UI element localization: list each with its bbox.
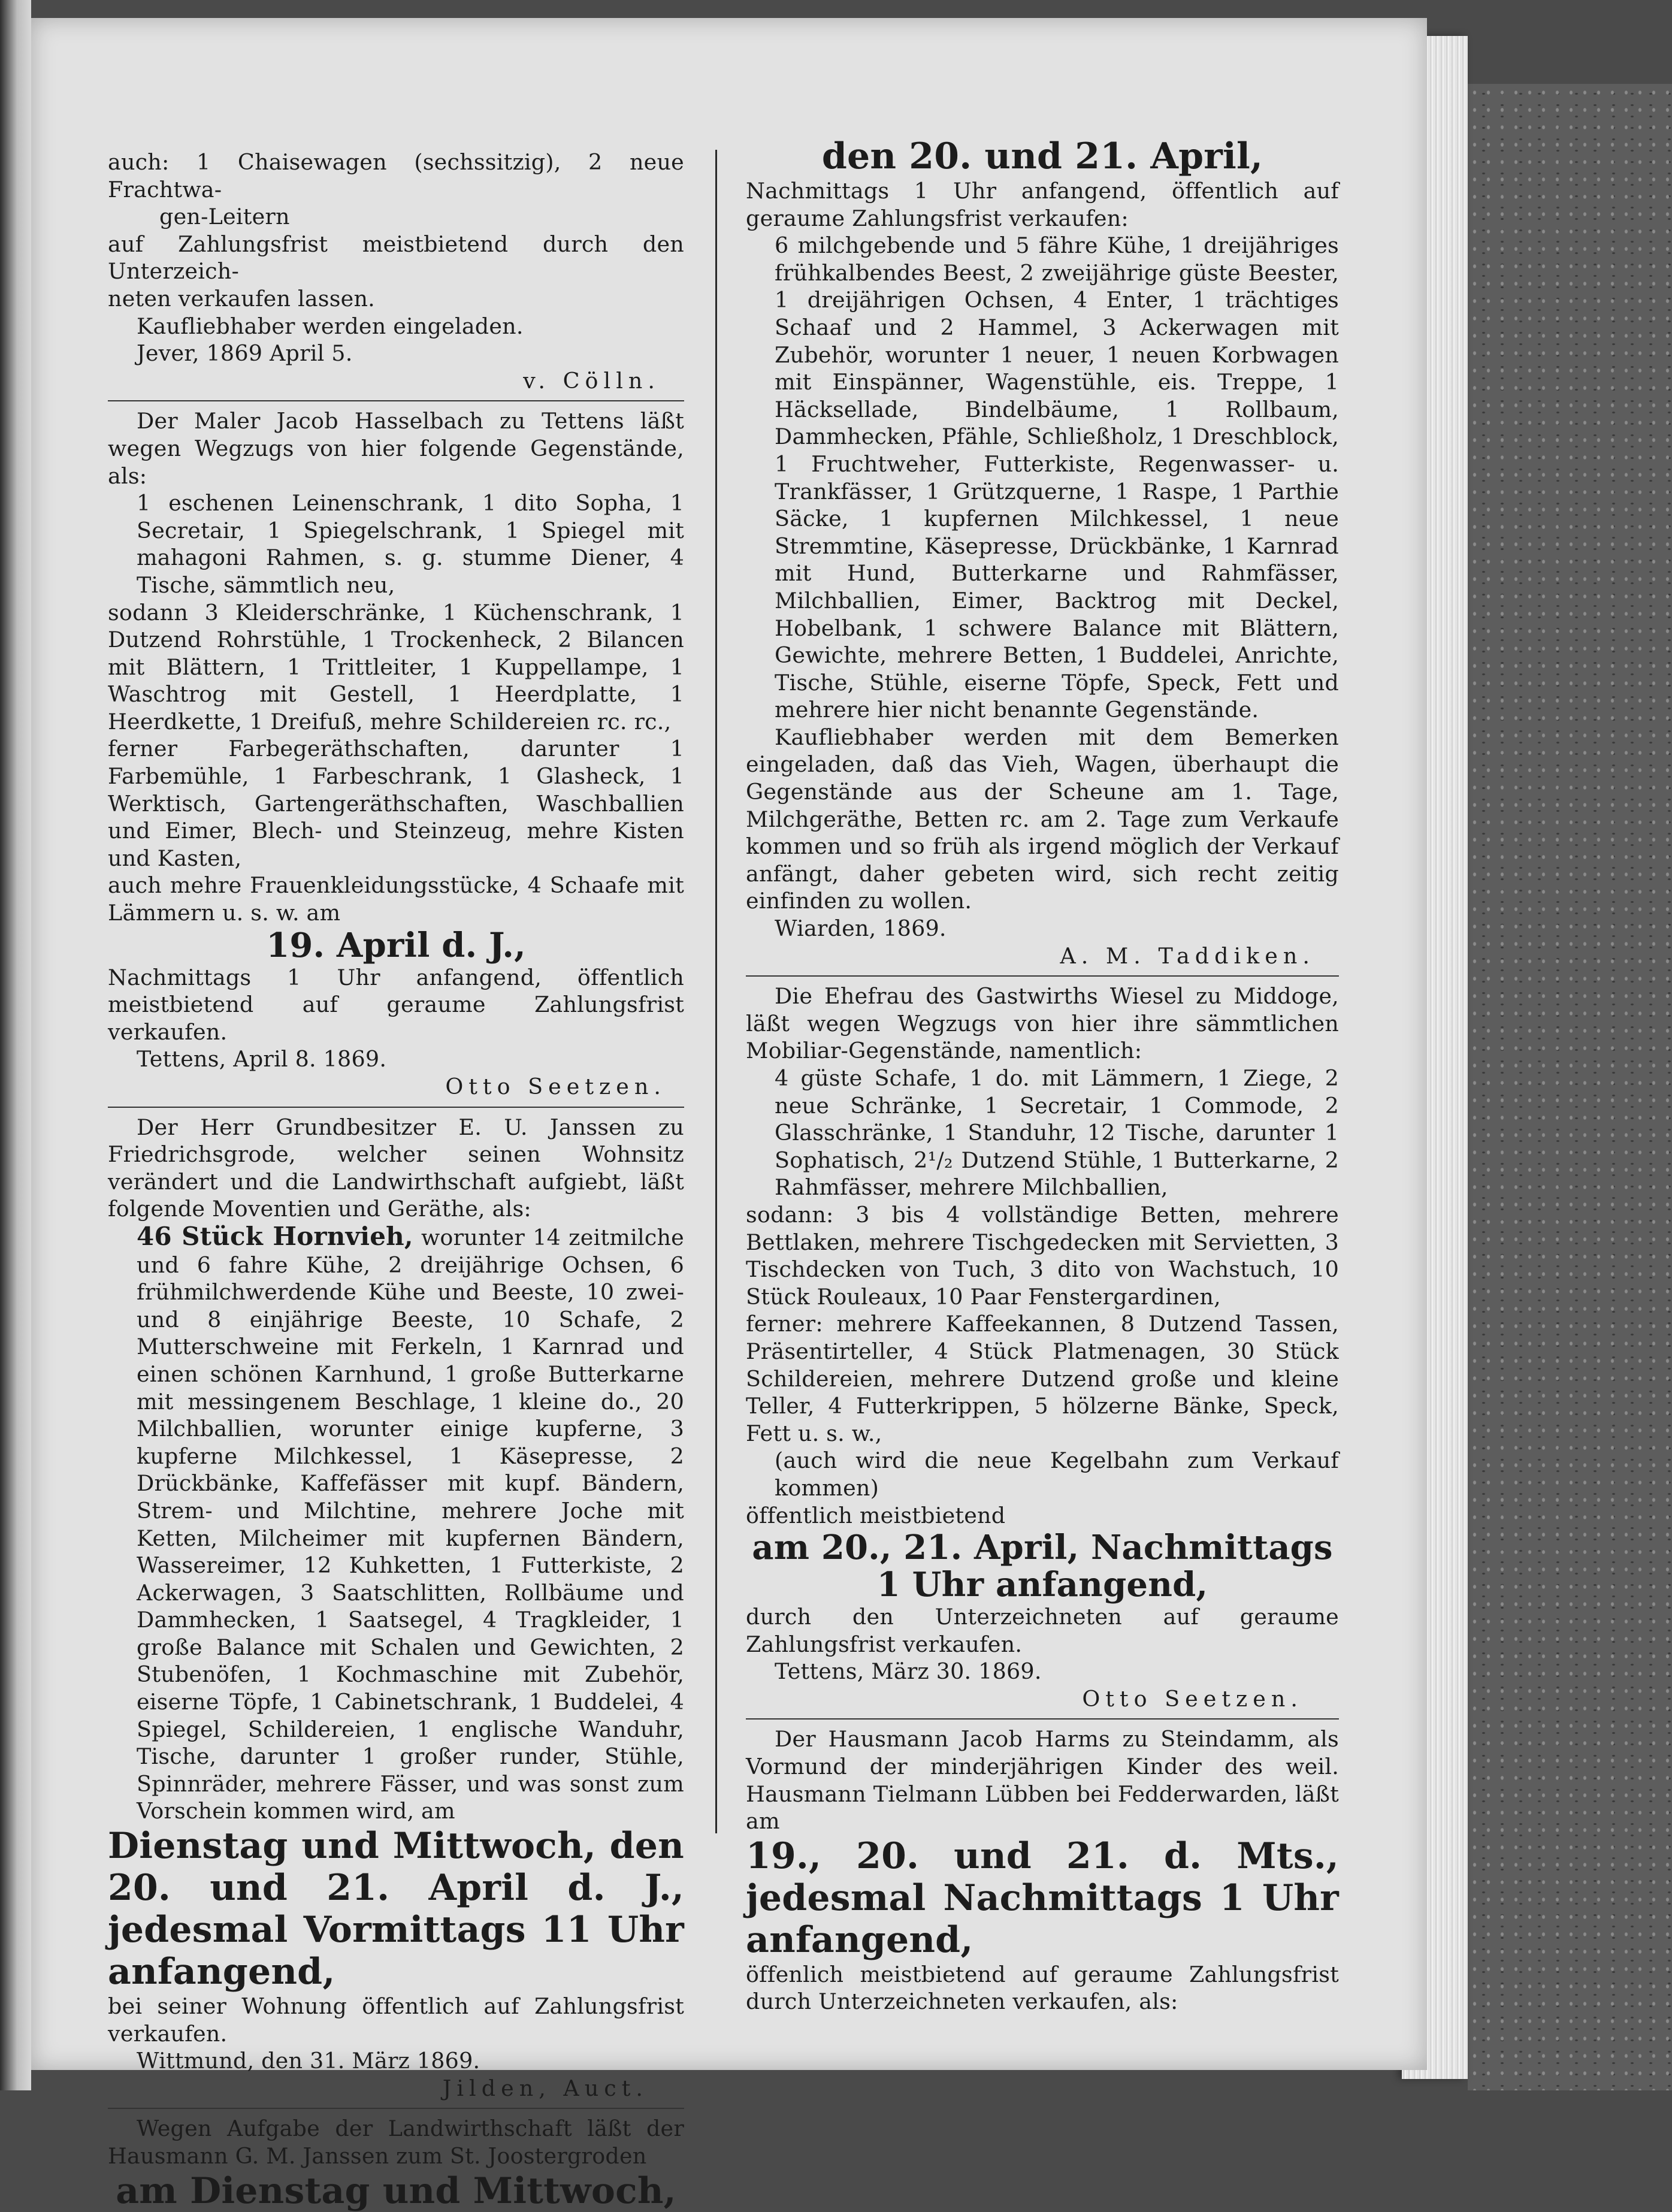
ad-line: auf Zahlungsfrist meistbietend durch den Unterzeich- (108, 231, 684, 285)
ad-items (108, 1223, 684, 1825)
ad-auction-date: 19. April d. J., (266, 925, 526, 965)
ad-signature: Otto Seetzen. (445, 1074, 666, 1099)
ad-items: 1 eschenen Leinenschrank, 1 dito Sopha, 1 Secretair, 1 Spiegelschrank, 1 Spiegel mit mahagoni Rahmen, s. g. stumme Diener, 4 Tische, sämmtlich neu, (137, 490, 684, 598)
ad-date: Tettens, April 8. 1869. (137, 1046, 387, 1072)
ad-intro: Der Hausmann Jacob Harms zu Steindamm, als Vormund der minderjährigen Kinder des weil. Hausmann Tielmann Lübben bei Fedderwarden, läßt am (746, 1726, 1339, 1835)
ad-intro: Der Maler Jacob Hasselbach zu Tettens läßt wegen Wegzugs von hier folgende Gegenstände, als: (108, 408, 684, 489)
ad-terms: Nachmittags 1 Uhr anfangend, öffentlich auf geraume Zahlungsfrist verkaufen: (746, 178, 1339, 231)
column-divider (715, 150, 717, 1833)
ad-terms: bei seiner Wohnung öffentlich auf Zahlungsfrist verkaufen. (108, 1993, 684, 2047)
background-surface (1468, 84, 1672, 2090)
ad-auction-date: Dienstag und Mittwoch, den 20. und 21. April d. J., jedesmal Vormittags 11 Uhr anfangend, (108, 1825, 684, 1993)
ad-terms: Nachmittags 1 Uhr anfangend, öffentlich meistbietend auf geraume Zahlungsfrist verkaufen. (108, 964, 684, 1045)
ad-items: sodann: 3 bis 4 vollständige Betten, mehrere Bettlaken, mehrere Tischgedecken mit Servietten, 3 Tischdecken von Tuch, 3 dito von Wachstuch, 10 Stück Rouleaux, 10 Paar Fenstergardinen, (746, 1201, 1339, 1310)
ad-items: (auch wird die neue Kegelbahn zum Verkauf kommen) (775, 1448, 1339, 1501)
ad-taddiken (746, 135, 1339, 969)
right-column (746, 135, 1339, 2015)
ad-line: gen-Leitern (159, 204, 290, 230)
ad-auction-date: am Dienstag und Mittwoch, (116, 2169, 676, 2212)
ad-items: 6 milchgebende und 5 fähre Kühe, 1 dreijähriges frühkalbendes Beest, 2 zweijährige güste Beester, 1 dreijährigen Ochsen, 4 Enter, 1 trächtiges Schaaf und 2 Hammel, 3 Ackerwagen mit Zubehör, worunter 1 neuer, 1 neuen Korbwagen mit Einspänner, Wagenstühle, eis. Treppe, 1 Häcksellade, Bindelbäume, 1 Rollbaum, Dammhecken, Pfähle, Schließholz, 1 Dreschblock, 1 Fruchtweher, Futterkiste, Regenwasser- u. Trankfässer, 1 Grützquerne, 1 Raspe, 1 Parthie Säcke, 1 kupfernen Milchkessel, 1 neue Stremmtine, Käsepresse, Drückbänke, 1 Karnrad mit Hund, Butterkarne und Rahmfässer, Milchballien, Eimer, Backtrog mit Deckel, Hobelbank, 1 schwere Balance mit Blättern, Gewichte, mehrere Betten, 1 Buddelei, Anrichte, Tische, Stühle, eiserne Töpfe, Speck, Fett und mehrere hier nicht benannte Gegenstände. (775, 232, 1339, 723)
ad-separator (746, 1718, 1339, 1720)
ad-items: 4 güste Schafe, 1 do. mit Lämmern, 1 Ziege, 2 neue Schränke, 1 Secretair, 1 Commode, 2 Glasschränke, 1 Standuhr, 12 Tische, darunter 1 Sophatisch, 2¹/₂ Dutzend Stühle, 1 Butterkarne, 2 Rahmfässer, mehrere Milchballien, (775, 1065, 1339, 1201)
ad-intro: Die Ehefrau des Gastwirths Wiesel zu Middoge, läßt wegen Wegzugs von hier ihre sämmtlichen Mobiliar-Gegenstände, namentlich: (746, 983, 1339, 1064)
ad-items: auch mehre Frauenkleidungsstücke, 4 Schaafe mit Lämmern u. s. w. am (108, 872, 684, 926)
ad-items-text: worunter 14 zeitmilche und 6 fahre Kühe, 2 dreijährige Ochsen, 6 frühmilchwerdende Kühe und Beeste, 10 zwei- und 8 einjährige Beeste, 10 Schafe, 2 Mutterschweine mit Ferkeln, 1 Karnrad und einen schönen Karnhund, 1 große Butterkarne mit messingenem Beschlage, 1 kleine do., 20 Milchballien, worunter einige kupferne, 3 kupferne Milchkessel, 1 Käsepresse, 2 Drückbänke, Kaffefässer mit kupf. Bändern, Strem- und Milchtine, mehrere Joche mit Ketten, Milcheimer mit kupfernen Bändern, Wassereimer, 12 Kuhketten, 1 Futterkiste, 2 Ackerwagen, 3 Saatschlitten, Rollbäume und Dammhecken, 1 Saatsegel, 4 Tragkleider, 1 große Balance mit Schalen und Gewichten, 2 Stubenöfen, 1 Kochmaschine mit Zubehör, eiserne Töpfe, 1 Cabinetschrank, 1 Buddelei, 4 Spiegel, Schildereien, 1 englische Wanduhr, Tische, darunter 1 großer runder, Stühle, Spinnräder, mehrere Fässer, und was sonst zum Vorschein kommen wird, am (137, 1224, 684, 1824)
ad-date: Wiarden, 1869. (775, 915, 947, 942)
ad-date: Tettens, März 30. 1869. (775, 1658, 1042, 1685)
ad-line: auch: 1 Chaisewagen (sechssitzig), 2 neue Frachtwa- (108, 149, 684, 203)
ad-harms (746, 1726, 1339, 2015)
ad-date: Jever, 1869 April 5. (137, 340, 353, 367)
ad-separator (108, 1107, 684, 1108)
ad-date: Wittmund, den 31. März 1869. (137, 2048, 480, 2074)
ad-terms: öffenlich meistbietend auf geraume Zahlungsfrist durch Unterzeichneten verkaufen, als: (746, 1961, 1339, 2015)
ad-separator (746, 975, 1339, 977)
ad-lead: 46 Stück Hornvieh, (137, 1221, 413, 1251)
ad-separator (108, 400, 684, 401)
ad-auction-date: 19., 20. und 21. d. Mts., jedesmal Nachmittags 1 Uhr anfangend, (746, 1835, 1339, 1961)
ad-signature: A. M. Taddiken. (1060, 942, 1315, 969)
ad-coelln (108, 149, 684, 394)
ad-line: Kaufliebhaber werden eingeladen. (137, 313, 524, 339)
ad-items: ferner Farbegeräthschaften, darunter 1 Farbemühle, 1 Farbeschrank, 1 Glasheck, 1 Werktisch, Gartengeräthschaften, Waschballien und Eimer, Blech- und Steinzeug, mehre Kisten und Kasten, (108, 736, 684, 871)
ad-auction-date: am 20., 21. April, Nachmittags 1 Uhr anfangend, (752, 1528, 1333, 1605)
ad-items: ferner: mehrere Kaffeekannen, 8 Dutzend Tassen, Präsentirteller, 4 Stück Platmenagen, 30 Stück Schildereien, mehrere Dutzend große und kleine Teller, 4 Futterkrippen, 5 hölzerne Bänke, Speck, Fett u. s. w., (746, 1311, 1339, 1446)
book-page (31, 18, 1427, 2212)
ad-janssen-joostergroden (108, 2115, 684, 2211)
ad-signature: v. Cölln. (523, 367, 660, 394)
ad-auction-date: den 20. und 21. April, (821, 135, 1263, 177)
ad-items: sodann 3 Kleiderschränke, 1 Küchenschrank, 1 Dutzend Rohrstühle, 1 Trockenheck, 2 Bilancen mit Blättern, 1 Trittleiter, 1 Kuppellampe, 1 Waschtrog mit Gestell, 1 Heerdplatte, 1 Heerdkette, 1 Dreifuß, mehre Schildereien rc. rc., (108, 599, 684, 735)
previous-page-edge (0, 0, 31, 2090)
ad-signature: Jilden, Auct. (442, 2075, 648, 2101)
ad-separator (108, 2108, 684, 2109)
left-column (108, 149, 684, 2212)
ad-intro: Der Herr Grundbesitzer E. U. Janssen zu Friedrichsgrode, welcher seinen Wohnsitz verändert und die Landwirthschaft aufgiebt, läßt folgende Moventien und Geräthe, als: (108, 1114, 684, 1222)
ad-janssen-friedrichsgrode (108, 1114, 684, 2102)
ad-terms: durch den Unterzeichneten auf geraume Zahlungsfrist verkaufen. (746, 1604, 1339, 1657)
ad-line: neten verkaufen lassen. (108, 285, 375, 312)
ad-hasselbach (108, 407, 684, 1100)
ad-wiesel (746, 983, 1339, 1712)
ad-lead: öffentlich meistbietend (746, 1502, 1006, 1528)
ad-signature: Otto Seetzen. (1082, 1685, 1303, 1712)
ad-intro: Wegen Aufgabe der Landwirthschaft läßt der Hausmann G. M. Janssen zum St. Joostergroden (108, 2116, 684, 2169)
ad-note: Kaufliebhaber werden mit dem Bemerken eingeladen, daß das Vieh, Wagen, überhaupt die Gegenstände aus der Scheune am 1. Tage, Milchgeräthe, Betten rc. am 2. Tage zum Verkaufe kommen und so früh als irgend möglich der Verkauf anfängt, daher gebeten wird, sich recht zeitig einfinden zu wollen. (746, 724, 1339, 914)
